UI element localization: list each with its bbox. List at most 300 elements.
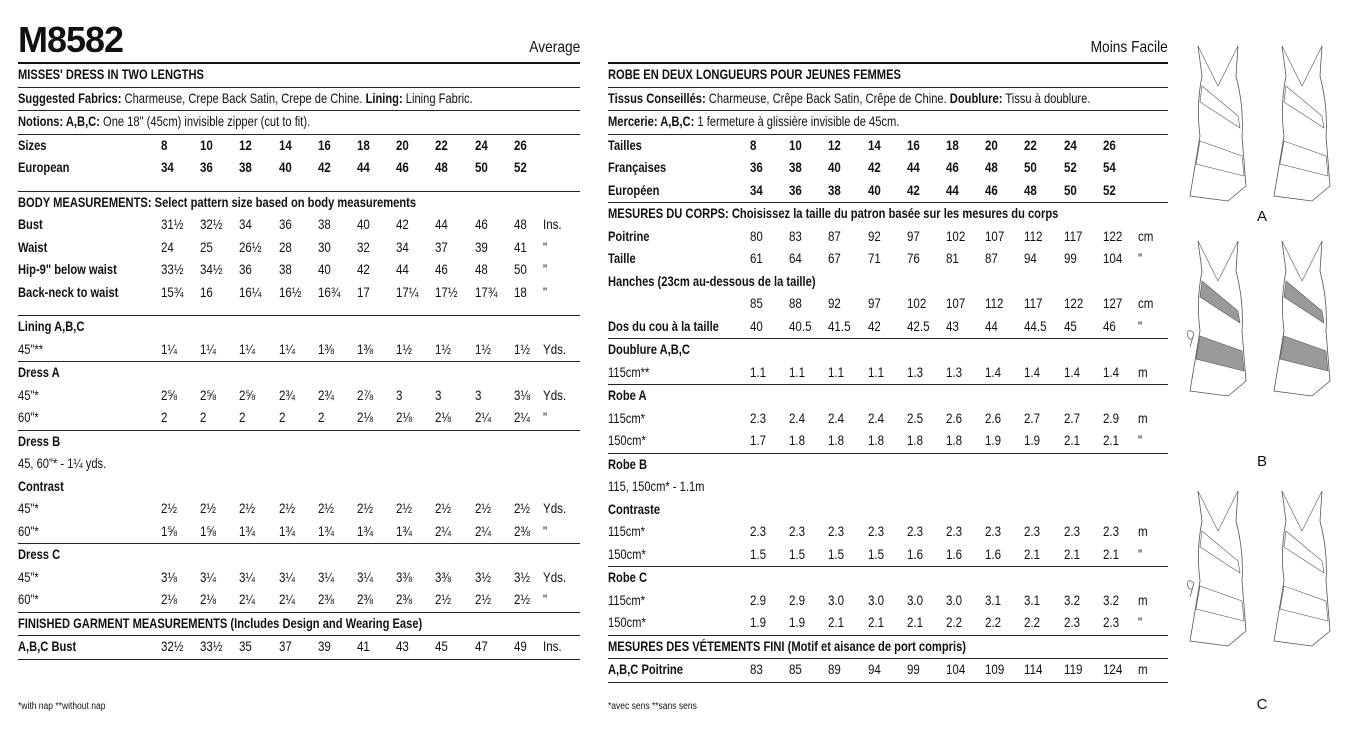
table-cell: 2.4 [828,410,845,426]
table-row [18,589,580,613]
table-cell: 46 [435,262,449,277]
dress-sketch [1274,241,1330,396]
table-cell: 97 [906,228,920,244]
table-cell: 2.7 [1063,410,1080,426]
table-cell: 38 [789,160,803,175]
garment-sketches [1180,36,1350,736]
unit-label: Yds. [543,341,567,357]
french-panel [608,62,1168,683]
table-cell: 8 [161,137,168,153]
table-cell: 1⅜ [357,341,374,357]
table-cell: 2.9 [789,592,806,608]
table-cell: 26½ [239,239,262,255]
table-cell: 2⅝ [161,387,178,403]
view-label: B [1256,453,1267,470]
table-cell: 83 [789,228,803,244]
table-cell: 2⅛ [161,592,178,607]
table-cell: 3.0 [867,592,884,608]
table-cell: 43 [946,318,959,334]
table-cell: 24 [474,137,488,153]
table-cell: 2¼ [474,410,491,425]
table-cell: 2.1 [1102,433,1119,448]
table-row [18,544,580,567]
table-cell: 49 [513,639,527,654]
table-cell: 32½ [161,639,184,654]
table-cell: 22 [1024,137,1038,153]
table-cell: 42 [867,318,881,334]
table-cell: 34 [239,217,253,232]
table-cell: 1.9 [1024,433,1041,448]
unit-label: m [1138,662,1148,677]
table-cell: 28 [278,239,292,255]
unit-label: Yds. [543,501,567,516]
table-row [608,544,1168,568]
table-row [18,180,580,192]
row-label: 60"* [18,410,39,425]
row-label: Notions: A,B,C: One 18" (45cm) invisible zipper (cut to fit). [18,114,311,129]
table-cell: 99 [1063,251,1077,266]
table-cell: 2.2 [946,615,963,630]
table-cell: 1½ [435,341,452,357]
table-cell: 2¼ [278,592,295,607]
table-cell: 1.5 [750,546,767,562]
table-cell: 31½ [161,217,184,232]
table-cell: 17¼ [396,284,419,300]
table-cell: 1.8 [906,433,923,448]
table-cell: 40 [867,182,881,198]
table-cell: 42 [357,262,370,277]
table-cell: 44 [435,217,449,232]
table-cell: 124 [1102,662,1123,677]
table-cell: 1.8 [828,433,845,448]
table-cell: 2½ [513,501,530,516]
table-row [18,88,580,112]
table-cell: 88 [789,296,803,311]
view-label: A [1256,208,1267,225]
table-cell: 1¼ [161,341,178,357]
table-cell: 32 [357,239,370,255]
table-cell: 34½ [200,262,223,277]
table-cell: 44 [906,160,920,175]
row-label: Doublure A,B,C [608,342,690,357]
row-label: Suggested Fabrics: Charmeuse, Crepe Back Satin, Crepe de Chine. Lining: Lining Fabric. [18,90,473,106]
table-cell: 2¼ [474,523,491,539]
table-cell: 80 [750,228,763,244]
table-cell: 38 [239,160,253,175]
table-cell: 3.0 [906,592,923,608]
row-label: 45"* [18,387,39,403]
table-cell: 1.9 [750,615,767,630]
table-row [608,385,1168,408]
table-cell: 2⅞ [357,387,374,403]
table-row [18,259,580,282]
table-cell: 61 [750,251,763,266]
unit-label: Yds. [543,387,567,403]
table-cell: 52 [1063,160,1077,175]
table-cell: 54 [1102,160,1116,175]
table-row [18,362,580,385]
table-cell: 17 [357,284,370,300]
table-cell: 2 [161,410,168,425]
table-cell: 52 [513,160,527,175]
row-label: Contrast [18,478,64,494]
table-cell: 2.3 [1102,615,1119,630]
table-cell: 2.3 [867,524,884,539]
table-row [18,453,580,476]
unit-label: cm [1138,296,1154,311]
table-cell: 20 [985,137,999,153]
table-cell: 1.1 [867,364,884,380]
row-label: Européen [608,182,660,198]
table-row [18,282,580,305]
table-cell: 3⅜ [396,569,413,585]
table-cell: 2.3 [1063,615,1080,630]
table-cell: 3¼ [357,569,374,585]
table-row [608,454,1168,477]
table-cell: 2¼ [239,592,256,607]
table-cell: 17¾ [474,284,498,300]
table-cell: 47 [474,639,488,654]
table-cell: 1.9 [789,615,806,630]
table-cell: 44 [946,182,959,198]
table-row [18,157,580,180]
unit-label: " [543,262,548,277]
row-label: European [18,160,70,175]
table-row [18,521,580,545]
table-cell: 94 [867,662,881,677]
table-cell: 34 [161,160,174,175]
table-cell: 92 [828,296,842,311]
table-cell: 2.6 [946,410,963,426]
row-label: Back-neck to waist [18,284,119,300]
table-cell: 2.4 [789,410,806,426]
table-cell: 3.0 [828,592,845,608]
table-cell: 14 [278,137,292,153]
table-cell: 24 [161,239,174,255]
table-cell: 43 [396,639,410,654]
table-cell: 2.1 [906,615,923,630]
row-label: 150cm* [608,433,646,448]
table-cell: 33½ [200,639,223,654]
row-label: Dress A [18,365,60,380]
unit-label: cm [1138,228,1154,244]
table-cell: 2⅝ [239,387,256,403]
table-cell: 97 [867,296,881,311]
unit-label: m [1138,524,1148,539]
table-cell: 2⅜ [317,592,334,607]
table-row [18,111,580,135]
table-cell: 102 [906,296,927,311]
table-cell: 85 [789,662,803,677]
table-row [18,636,580,660]
table-cell: 38 [278,262,292,277]
table-cell: 2½ [435,501,452,516]
row-label: 115, 150cm* - 1.1m [608,479,705,494]
table-cell: 26 [1102,137,1116,153]
row-label: Contraste [608,501,661,517]
table-row [18,304,580,316]
table-cell: 76 [906,251,920,266]
table-cell: 15¾ [161,284,184,300]
table-row [18,237,580,260]
table-cell: 3⅜ [435,569,452,585]
table-row [18,385,580,408]
table-row [608,612,1168,636]
table-cell: 14 [867,137,881,153]
table-cell: 99 [906,662,920,677]
row-label: Dos du cou à la taille [608,318,719,334]
unit-label: " [543,523,548,539]
table-cell: 1.1 [750,364,767,380]
table-row [608,567,1168,590]
unit-label: " [1138,251,1143,266]
table-cell: 35 [239,639,253,654]
table-row [608,135,1168,158]
row-label: 150cm* [608,615,646,630]
table-cell: 1.8 [789,433,806,448]
dress-sketch [1188,241,1246,396]
row-label: Sizes [18,137,47,153]
table-cell: 2⅜ [513,523,530,539]
table-cell: 64 [789,251,803,266]
table-cell: 46 [396,160,410,175]
table-cell: 10 [789,137,803,153]
table-cell: 114 [1024,662,1043,677]
table-cell: 1.4 [985,364,1002,380]
table-cell: 85 [750,296,763,311]
table-cell: 40 [828,160,842,175]
row-label: ROBE EN DEUX LONGUEURS POUR JEUNES FEMMES [608,67,901,82]
table-cell: 1.8 [867,433,884,448]
row-label: Robe A [608,388,647,403]
table-cell: 122 [1102,228,1123,244]
table-cell: 1.4 [1102,364,1119,380]
table-cell: 2⅛ [357,410,374,425]
table-row [608,88,1168,112]
unit-label: m [1138,364,1148,380]
row-label: 115cm* [608,410,645,426]
table-row [608,64,1168,88]
row-label: 115cm** [608,364,650,380]
table-cell: 33½ [161,262,184,277]
table-cell: 39 [474,239,488,255]
table-cell: 12 [239,137,253,153]
table-cell: 2½ [474,592,491,607]
unit-label: " [543,239,548,255]
row-label: Mercerie: A,B,C: 1 fermeture à glissière invisible de 45cm. [608,114,900,129]
table-row [18,476,580,499]
table-cell: 3.1 [985,592,1002,608]
table-row [608,659,1168,683]
table-row [18,64,580,88]
table-cell: 2.3 [946,524,963,539]
table-row [608,430,1168,454]
table-cell: 2.1 [867,615,884,630]
table-cell: 3½ [513,569,530,585]
unit-label: " [1138,615,1143,630]
table-cell: 2.3 [828,524,845,539]
table-cell: 1¼ [239,341,256,357]
table-row [18,431,580,454]
table-row [18,613,580,637]
table-cell: 48 [985,160,999,175]
table-cell: 48 [1024,182,1038,198]
table-cell: 46 [946,160,959,175]
table-cell: 1.5 [828,546,845,562]
table-cell: 16¾ [317,284,341,300]
table-cell: 36 [278,217,292,232]
table-cell: 8 [750,137,757,153]
table-cell: 50 [474,160,488,175]
row-label: Robe C [608,570,648,585]
table-row [608,248,1168,271]
table-cell: 2⅛ [396,410,413,425]
table-cell: 109 [985,662,1005,677]
table-cell: 2.2 [985,615,1002,630]
table-cell: 2.1 [1063,433,1080,448]
unit-label: m [1138,410,1148,426]
table-cell: 37 [435,239,449,255]
unit-label: " [1138,546,1143,562]
row-label: 45, 60"* - 1¼ yds. [18,456,107,471]
table-cell: 2½ [200,501,217,516]
table-cell: 16 [906,137,920,153]
table-cell: 2.7 [1024,410,1041,426]
row-label: 45"** [18,341,44,357]
table-cell: 3.0 [946,592,963,608]
unit-label: Ins. [543,639,562,654]
table-cell: 44 [357,160,370,175]
table-cell: 34 [750,182,763,198]
unit-label: Ins. [543,217,562,232]
unit-label: " [543,410,548,425]
table-cell: 2.3 [1063,524,1080,539]
table-cell: 2¼ [513,410,530,425]
table-cell: 40.5 [789,318,812,334]
table-row [608,203,1168,226]
table-cell: 2.1 [1063,546,1080,562]
row-label: Hanches (23cm au-dessous de la taille) [608,273,816,289]
row-label: 45"* [18,501,39,516]
table-cell: 36 [239,262,253,277]
table-cell: 26 [513,137,527,153]
table-cell: 45 [1063,318,1077,334]
table-cell: 1½ [396,341,413,357]
table-row [608,362,1168,386]
table-cell: 81 [946,251,959,266]
difficulty-fr: Moins Facile [1090,39,1168,56]
table-cell: 50 [1063,182,1077,198]
table-cell: 87 [985,251,999,266]
difficulty-en: Average [528,39,580,56]
row-label: Bust [18,217,43,232]
table-cell: 1.6 [906,546,923,562]
table-row [608,157,1168,180]
table-cell: 42 [906,182,920,198]
table-row [608,271,1168,294]
table-cell: 40 [357,217,370,232]
unit-label: " [543,284,548,300]
table-cell: 39 [317,639,331,654]
table-row [18,407,580,431]
table-cell: 1½ [474,341,491,357]
table-cell: 3¼ [278,569,295,585]
table-cell: 102 [946,228,966,244]
table-row [18,339,580,363]
table-cell: 46 [985,182,999,198]
table-cell: 40 [317,262,331,277]
table-cell: 17½ [435,284,458,300]
table-cell: 38 [317,217,331,232]
table-cell: 2½ [317,501,334,516]
table-row [18,567,580,590]
table-cell: 10 [200,137,214,153]
table-cell: 3¼ [200,569,217,585]
unit-label: Yds. [543,569,567,585]
table-row [608,180,1168,204]
table-cell: 2½ [474,501,491,516]
table-cell: 2 [278,410,286,425]
table-row [18,135,580,158]
table-cell: 2.1 [1024,546,1041,562]
table-cell: 3¼ [239,569,256,585]
table-cell: 1.6 [946,546,963,562]
table-row [608,521,1168,544]
dress-sketch [1188,491,1246,646]
table-cell: 2½ [278,501,295,516]
unit-label: " [1138,433,1143,448]
table-cell: 52 [1102,182,1116,198]
table-cell: 46 [1102,318,1116,334]
table-cell: 2.4 [867,410,884,426]
table-cell: 1¾ [396,523,413,539]
table-cell: 3 [435,387,442,403]
table-cell: 94 [1024,251,1038,266]
table-cell: 1.1 [828,364,845,380]
row-label: Taille [608,251,636,266]
table-cell: 3 [474,387,482,403]
table-cell: 42 [317,160,331,175]
table-cell: 2.3 [750,524,767,539]
row-label: Robe B [608,456,648,472]
row-label: MESURES DES VÉTEMENTS FINI (Motif et aisance de port compris) [608,638,966,654]
table-cell: 3.2 [1063,592,1080,608]
table-cell: 2½ [435,592,452,607]
table-cell: 1¾ [278,523,295,539]
table-row [608,316,1168,340]
table-cell: 2½ [513,592,530,607]
table-cell: 1.9 [985,433,1002,448]
table-row [18,498,580,521]
table-row [18,192,580,215]
garment-views [1180,36,1350,736]
table-row [608,476,1168,499]
table-cell: 107 [946,296,966,311]
table-cell: 2⅜ [396,592,413,607]
table-cell: 1⅜ [317,341,334,357]
table-cell: 32½ [200,217,223,232]
row-label: Tissus Conseillés: Charmeuse, Crêpe Back Satin, Crêpe de Chine. Doublure: Tissu à doublure. [608,90,1091,106]
table-cell: 2¼ [435,523,452,539]
table-cell: 1.8 [946,433,963,448]
table-cell: 117 [1024,296,1043,311]
table-cell: 2.9 [1102,410,1119,426]
table-cell: 83 [750,662,763,677]
table-cell: 2½ [396,501,413,516]
table-cell: 36 [200,160,214,175]
table-cell: 2.3 [750,410,767,426]
table-cell: 34 [396,239,410,255]
